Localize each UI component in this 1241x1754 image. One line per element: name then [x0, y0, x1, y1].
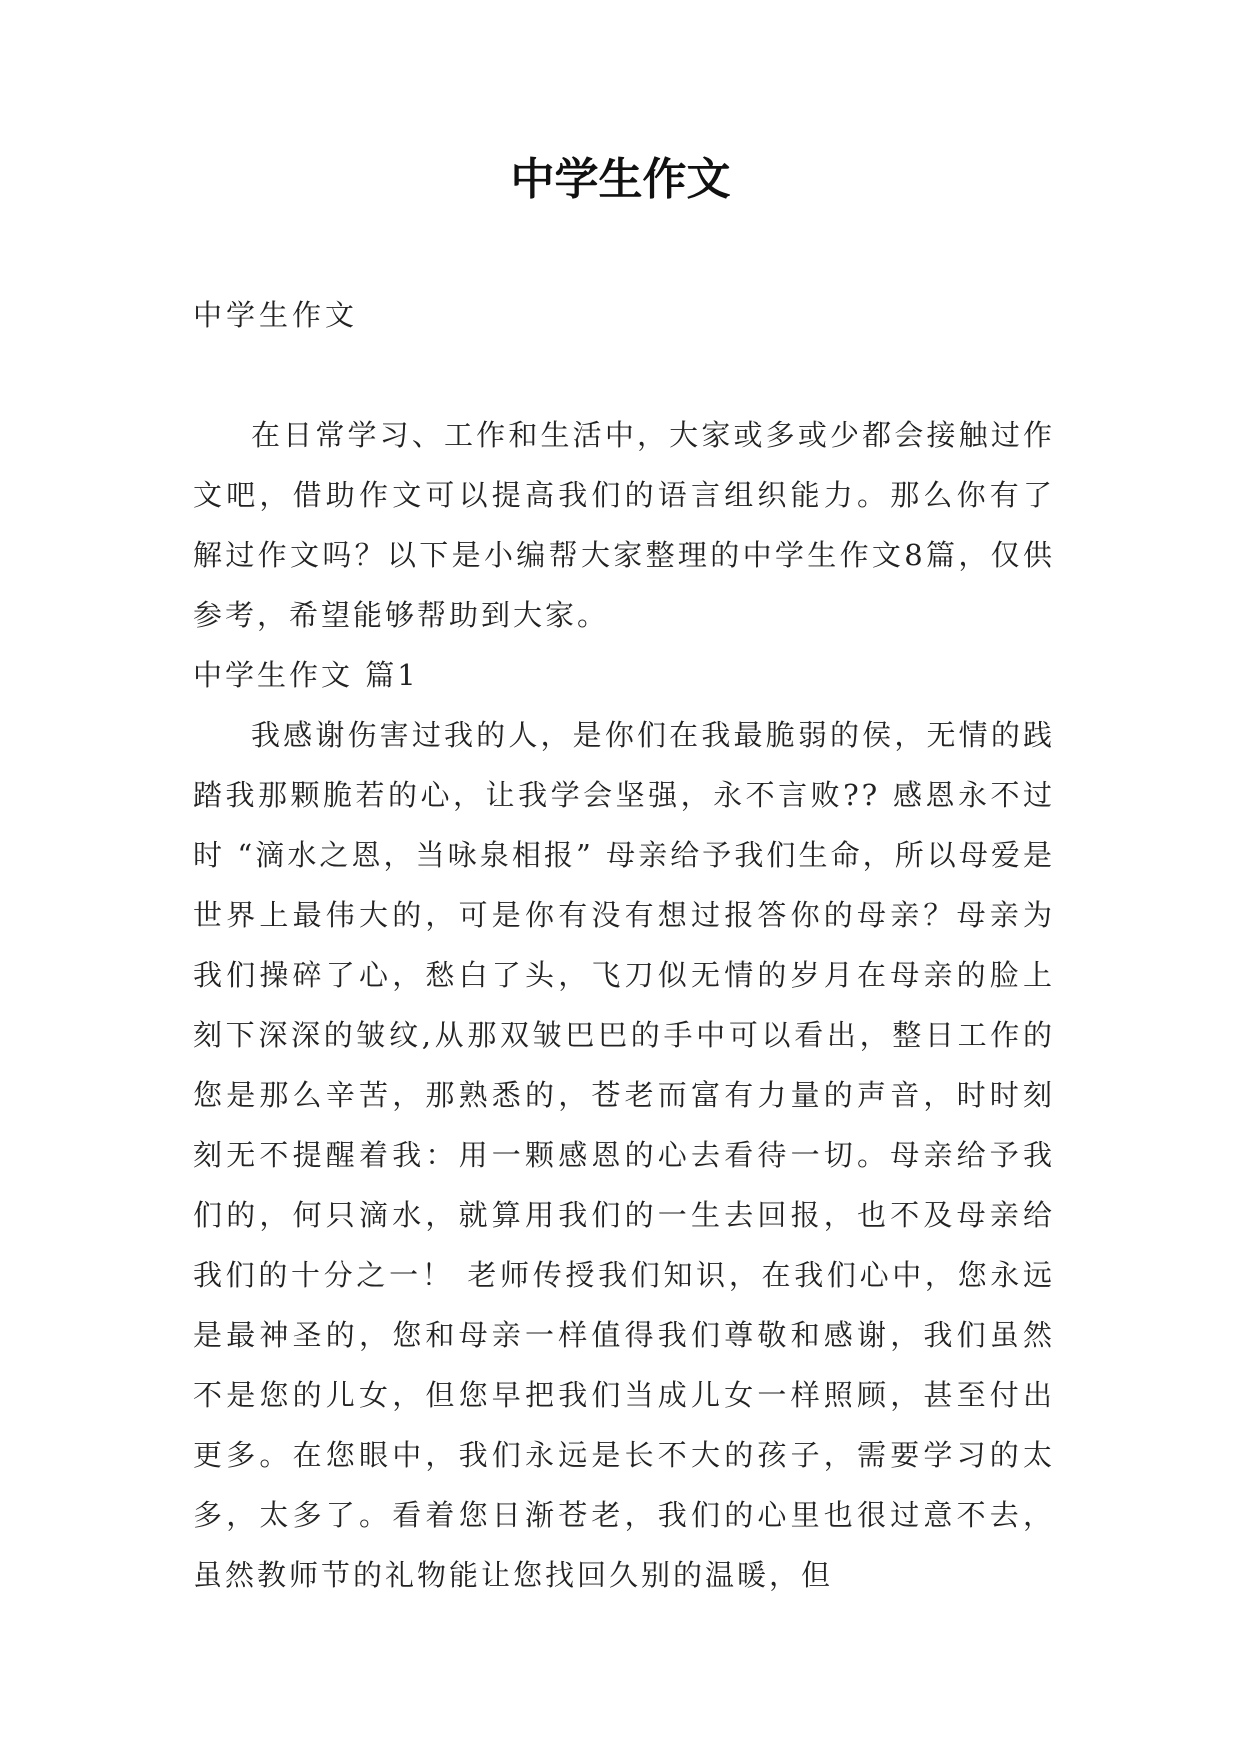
document-body [193, 285, 1055, 1605]
intro-paragraph: 在日常学习、工作和生活中，大家或多或少都会接触过作文吧，借助作文可以提高我们的语言组织能力。那么你有了解过作文吗？以下是小编帮大家整理的中学生作文8篇，仅供参考，希望能够帮助到大家。 [193, 418, 1055, 632]
section-heading: 中学生作文 篇1 [193, 658, 419, 692]
document-subtitle: 中学生作文 [193, 298, 359, 332]
document-title: 中学生作文 [510, 154, 731, 205]
section-paragraph: 我感谢伤害过我的人，是你们在我最脆弱的侯，无情的践踏我那颗脆若的心，让我学会坚强，永不言败?? 感恩永不过时 “滴水之恩，当咏泉相报” 母亲给予我们生命，所以母爱是世界上最伟大的，可是你有没有想过报答你的母亲？母亲为我们操碎了心，愁白了头，飞刀似无情的岁月在母亲的脸上刻下深深的皱纹,从那双皱巴巴的手中可以看出，整日工作的您是那么辛苦，那熟悉的，苍老而富有力量的声音，时时刻刻无不提醒着我：用一颗感恩的心去看待一切。母亲给予我们的，何只滴水，就算用我们的一生去回报，也不及母亲给我们的十分之一！ 老师传授我们知识，在我们心中，您永远是最神圣的，您和母亲一样值得我们尊敬和感谢，我们虽然不是您的儿女，但您早把我们当成儿女一样照顾，甚至付出更多。在您眼中，我们永远是长不大的孩子，需要学习的太多，太多了。看着您日渐苍老，我们的心里也很过意不去，虽然教师节的礼物能让您找回久别的温暖，但 [193, 718, 1055, 1592]
